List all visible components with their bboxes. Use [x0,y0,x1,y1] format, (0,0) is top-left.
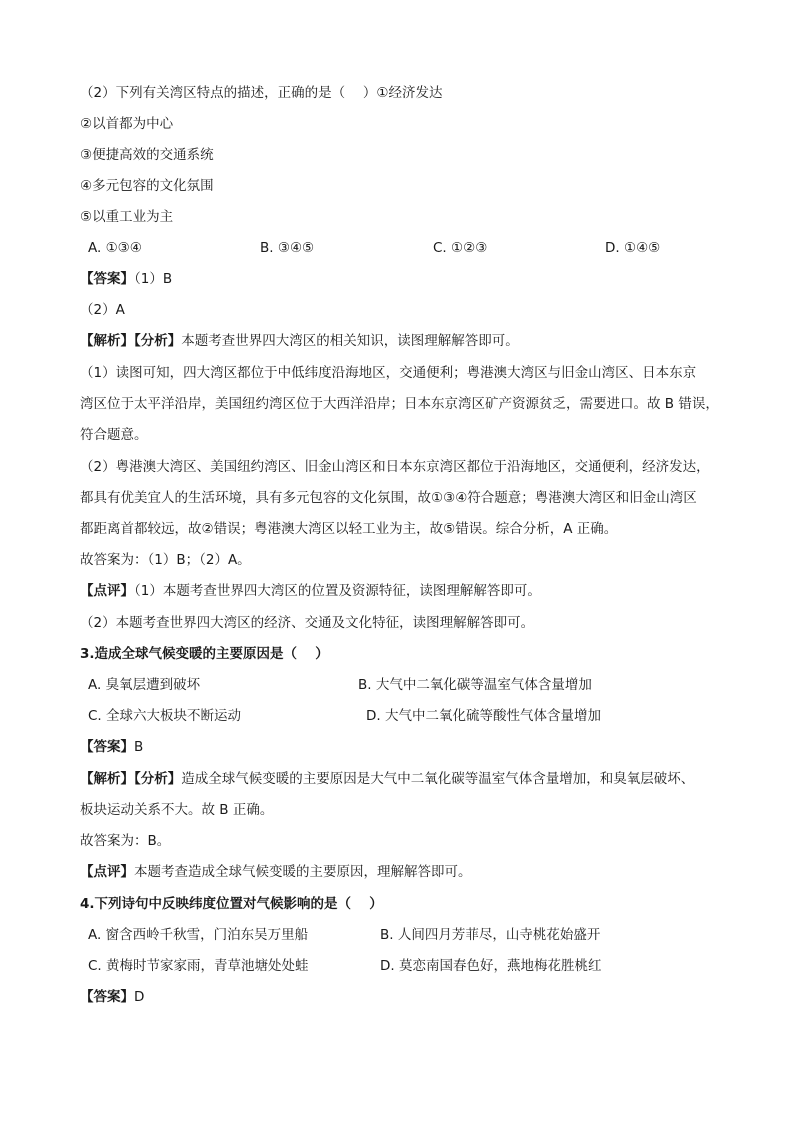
analysis-1-intro: 本题考查世界四大湾区的相关知识，读图理解解答即可。 [181,333,519,349]
q4-answer-label: 【答案】 [80,989,134,1005]
q3-answer-label: 【答案】 [80,739,134,755]
analysis-label: 【解析】【分析】 [80,333,182,349]
analysis-1-p1-l2: 湾区位于太平洋沿岸，美国纽约湾区位于大西洋沿岸；日本东京湾区矿产资源贫乏，需要进口。故 B 错误， [80,396,719,412]
analysis-1-p1-l1: （1）读图可知，四大湾区都位于中低纬度沿海地区，交通便利；粤港澳大湾区与旧金山湾区、日本东京 [80,365,697,381]
q2-option-d: D. ①④⑤ [605,240,661,256]
q3-stem: 3.造成全球气候变暖的主要原因是（ ） [80,646,329,662]
q2-option-c: C. ①②③ [433,240,488,256]
q4-option-a: A. 窗含西岭千秋雪，门泊东吴万里船 [88,927,309,943]
q4-stem: 4.下列诗句中反映纬度位置对气候影响的是（ ） [80,896,383,912]
q3-analysis-l1-row [80,770,694,788]
analysis-1-conclusion: 故答案为：（1）B；（2）A。 [80,552,251,568]
analysis-1-p2-l1: （2）粤港澳大湾区、美国纽约湾区、旧金山湾区和日本东京湾区都位于沿海地区，交通便利，经济发达， [80,459,710,475]
analysis-1-intro-line [80,332,519,350]
q3-comment-label: 【点评】 [80,864,134,880]
q3-comment [80,863,472,881]
q2-stem: （2）下列有关湾区特点的描述，正确的是（ ）①经济发达 [80,85,443,101]
analysis-1-p2-l3: 都距离首都较远，故②错误；粤港澳大湾区以轻工业为主，故⑤错误。综合分析，A 正确。 [80,521,618,537]
answer-label: 【答案】 [80,271,134,287]
q4-answer-value: D [134,989,145,1005]
answer-1-line1: （1）B [134,271,173,287]
comment-1-line2: （2）本题考查世界四大湾区的经济、交通及文化特征，读图理解解答即可。 [80,615,535,631]
comment-1-line1: （1）本题考查世界四大湾区的位置及资源特征，读图理解解答即可。 [134,583,541,599]
q4-option-d: D. 莫恋南国春色好，燕地梅花胜桃红 [380,958,602,974]
q2-option-a: A. ①③④ [88,240,142,256]
q3-comment-text: 本题考查造成全球气候变暖的主要原因，理解解答即可。 [134,864,472,880]
q3-analysis-l2: 板块运动关系不大。故 B 正确。 [80,802,274,818]
q4-option-b: B. 人间四月芳菲尽，山寺桃花始盛开 [380,927,601,943]
q3-analysis-l1: 造成全球气候变暖的主要原因是大气中二氧化碳等温室气体含量增加，和臭氧层破坏、 [181,771,695,787]
q3-option-d: D. 大气中二氧化硫等酸性气体含量增加 [366,708,601,724]
q3-option-b: B. 大气中二氧化碳等温室气体含量增加 [358,677,592,693]
q3-answer [80,738,143,756]
q4-option-c: C. 黄梅时节家家雨，青草池塘处处蛙 [88,958,309,974]
q2-item-5: ⑤以重工业为主 [80,209,174,225]
q2-item-3: ③便捷高效的交通系统 [80,147,214,163]
q4-answer [80,988,144,1006]
q3-option-c: C. 全球六大板块不断运动 [88,708,242,724]
q2-item-2: ②以首都为中心 [80,116,174,132]
answer-1-line2: （2）A [80,302,125,318]
analysis-1-p2-l2: 都具有优美宜人的生活环境，具有多元包容的文化氛围，故①③④符合题意；粤港澳大湾区和旧金山湾区 [80,490,697,506]
answer-1 [80,270,172,288]
q3-analysis-label: 【解析】【分析】 [80,771,182,787]
comment-1-line1-row [80,582,541,600]
q3-conclusion: 故答案为：B。 [80,833,171,849]
q2-item-4: ④多元包容的文化氛围 [80,178,214,194]
comment-label: 【点评】 [80,583,134,599]
analysis-1-p1-l3: 符合题意。 [80,427,148,443]
q3-option-a: A. 臭氧层遭到破坏 [88,677,201,693]
q2-option-b: B. ③④⑤ [260,240,315,256]
q3-answer-value: B [134,739,144,755]
